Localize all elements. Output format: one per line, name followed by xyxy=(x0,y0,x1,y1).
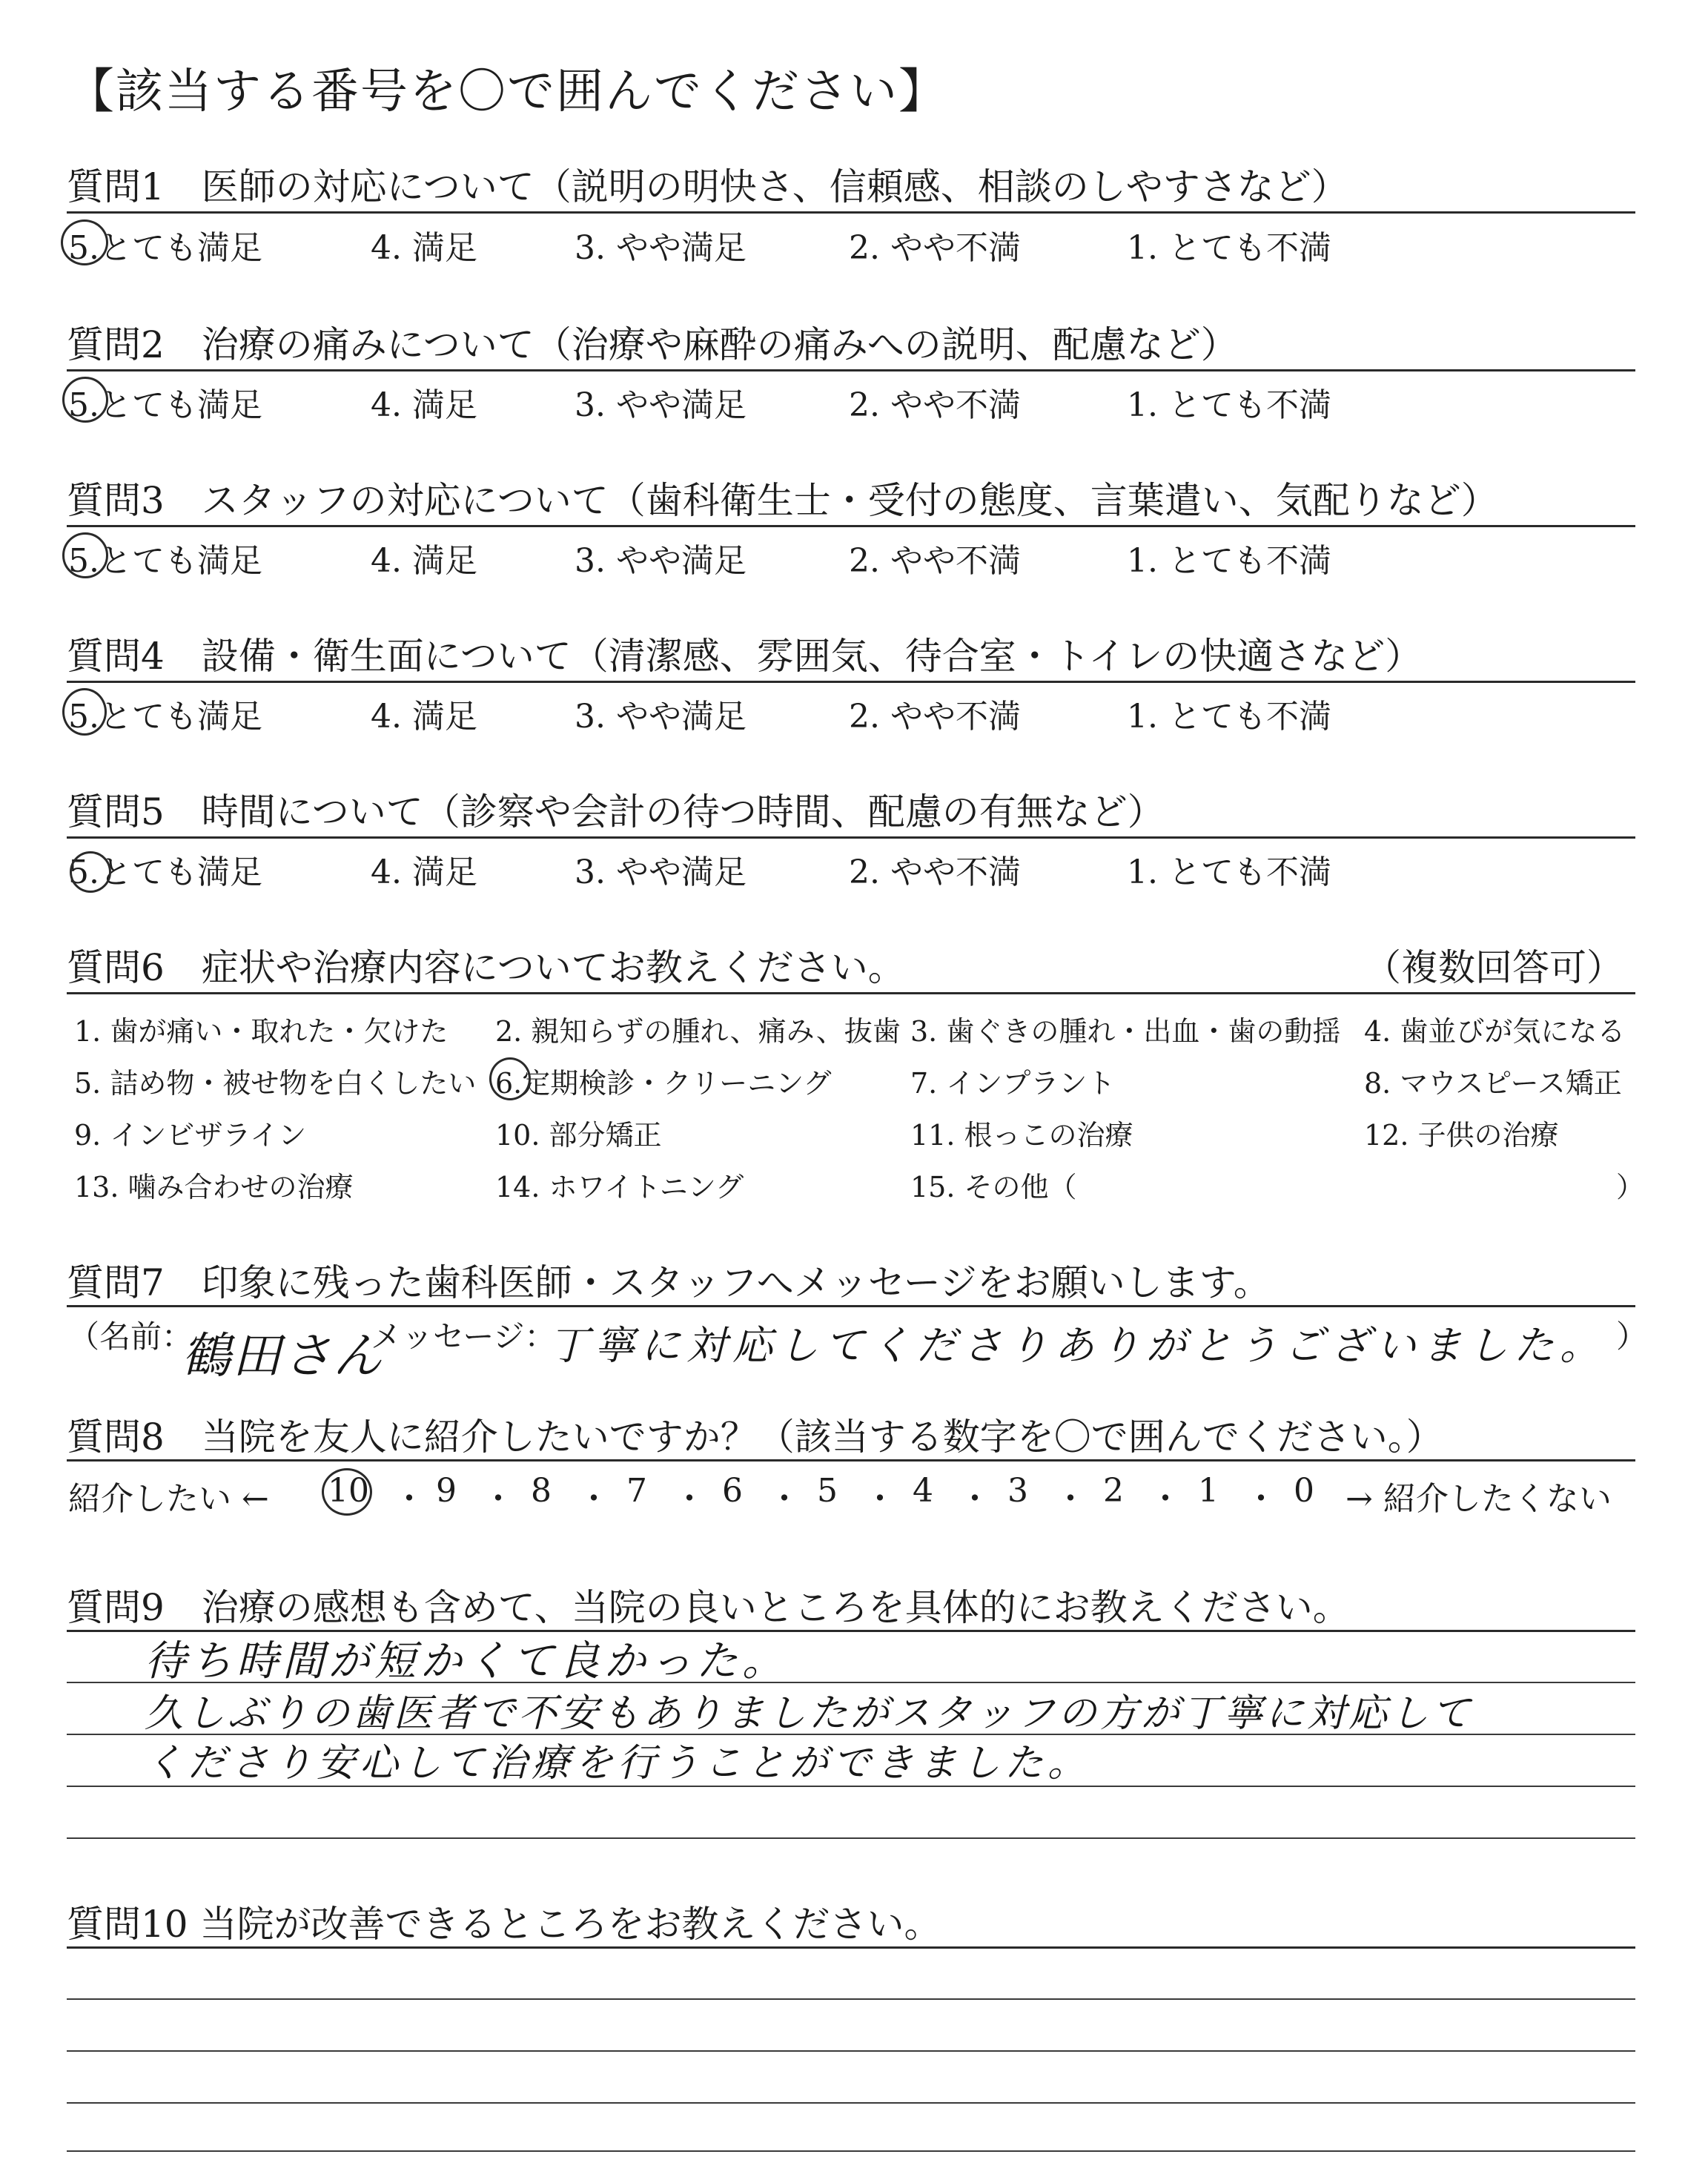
q10-answer-line[interactable] xyxy=(67,2150,1635,2152)
question-9-title: 質問9 治療の感想も含めて、当院の良いところを具体的にお教えください。 xyxy=(67,1586,1350,1629)
q3-option-5[interactable]: 5.とても満足 xyxy=(68,542,262,580)
question-6-note: （複数回答可） xyxy=(1364,946,1623,989)
q10-answer-line[interactable] xyxy=(67,2102,1635,2104)
form-heading: 【該当する番号を〇で囲んでください】 xyxy=(67,65,947,119)
q8-scale-0[interactable]: 0 xyxy=(1294,1472,1314,1510)
q6-option-8[interactable]: 8. マウスピース矯正 xyxy=(1364,1067,1622,1100)
q8-selected-circle xyxy=(322,1468,372,1516)
question-7-title: 質問7 印象に残った歯科医師・スタッフへメッセージをお願いします。 xyxy=(67,1261,1271,1304)
q5-option-3[interactable]: 3. やや満足 xyxy=(575,853,747,891)
q8-dot: ・ xyxy=(864,1480,896,1518)
q6-option-6[interactable]: 6.定期検診・クリーニング xyxy=(495,1067,832,1100)
question-4-title: 質問4 設備・衛生面について（清潔感、雰囲気、待合室・トイレの快適さなど） xyxy=(67,635,1423,678)
q8-dot: ・ xyxy=(1149,1480,1182,1518)
question-3-title: 質問3 スタッフの対応について（歯科衛生士・受付の態度、言葉遣い、気配りなど） xyxy=(67,479,1498,522)
q8-scale-7[interactable]: 7 xyxy=(626,1472,647,1510)
question-3-rule xyxy=(67,525,1635,527)
q4-option-3[interactable]: 3. やや満足 xyxy=(575,698,747,736)
q8-scale-2[interactable]: 2 xyxy=(1103,1472,1124,1510)
q6-selected-circle xyxy=(489,1057,531,1100)
q6-option-1[interactable]: 1. 歯が痛い・取れた・欠けた xyxy=(74,1015,448,1048)
q6-option-14[interactable]: 14. ホワイトニング xyxy=(495,1171,744,1203)
q8-dot: ・ xyxy=(1054,1480,1087,1518)
question-5-rule xyxy=(67,836,1635,839)
q7-close-paren: ） xyxy=(1616,1318,1648,1355)
q8-scale-6[interactable]: 6 xyxy=(722,1472,743,1510)
q5-selected-circle xyxy=(70,851,111,893)
q4-option-1[interactable]: 1. とても不満 xyxy=(1127,698,1331,736)
q7-name-label: （名前： xyxy=(68,1318,193,1355)
question-8-title: 質問8 当院を友人に紹介したいですか？（該当する数字を〇で囲んでください。） xyxy=(67,1416,1443,1459)
q1-selected-circle xyxy=(61,219,108,265)
q3-option-1[interactable]: 1. とても不満 xyxy=(1127,542,1331,580)
q9-answer-line-2[interactable]: 久しぶりの歯医者で不安もありましたがスタッフの方が丁寧に対応して xyxy=(145,1691,1474,1736)
question-1-title: 質問1 医師の対応について（説明の明快さ、信頼感、相談のしやすさなど） xyxy=(67,165,1348,208)
q9-answer-line-3[interactable]: くださり安心して治療を行うことができました。 xyxy=(145,1741,1091,1786)
q6-option-11[interactable]: 11. 根っこの治療 xyxy=(910,1119,1133,1152)
q6-option-4[interactable]: 4. 歯並びが気になる xyxy=(1364,1015,1626,1048)
q4-option-4[interactable]: 4. 満足 xyxy=(371,698,477,736)
q4-option-2[interactable]: 2. やや不満 xyxy=(849,698,1021,736)
question-2-title: 質問2 治療の痛みについて（治療や麻酔の痛みへの説明、配慮など） xyxy=(67,323,1238,366)
q7-message-label: メッセージ： xyxy=(371,1318,556,1355)
q8-dot: ・ xyxy=(959,1480,991,1518)
q8-scale-9[interactable]: 9 xyxy=(436,1472,457,1510)
q5-option-2[interactable]: 2. やや不満 xyxy=(849,853,1021,891)
q6-option-2[interactable]: 2. 親知らずの腫れ、痛み、抜歯 xyxy=(495,1015,901,1048)
q8-dot: ・ xyxy=(768,1480,801,1518)
q8-dot: ・ xyxy=(673,1480,706,1518)
q2-option-2[interactable]: 2. やや不満 xyxy=(849,386,1021,424)
question-4-rule xyxy=(67,681,1635,683)
question-1-rule xyxy=(67,211,1635,214)
q8-scale-10[interactable]: 10 xyxy=(328,1472,369,1510)
q3-option-3[interactable]: 3. やや満足 xyxy=(575,542,747,580)
question-6-rule xyxy=(67,992,1635,994)
q8-scale-4[interactable]: 4 xyxy=(913,1472,933,1510)
q1-option-4[interactable]: 4. 満足 xyxy=(371,229,477,267)
q4-selected-circle xyxy=(62,688,107,736)
q8-scale-8[interactable]: 8 xyxy=(531,1472,552,1510)
q1-option-2[interactable]: 2. やや不満 xyxy=(849,229,1021,267)
question-10-title: 質問10 当院が改善できるところをお教えください。 xyxy=(67,1903,941,1946)
q9-answer-line-1[interactable]: 待ち時間が短かくて良かった。 xyxy=(145,1637,788,1685)
q6-option-9[interactable]: 9. インビザライン xyxy=(74,1119,307,1152)
q8-dot: ・ xyxy=(482,1480,514,1518)
q8-dot: ・ xyxy=(1245,1480,1277,1518)
q2-selected-circle xyxy=(62,377,108,423)
q8-left-label: 紹介したい ← xyxy=(68,1480,269,1518)
q5-option-5[interactable]: 5.とても満足 xyxy=(68,853,262,891)
q8-dot: ・ xyxy=(393,1480,426,1518)
q6-other-close-paren: ） xyxy=(1616,1171,1645,1203)
q6-option-10[interactable]: 10. 部分矯正 xyxy=(495,1119,662,1152)
q3-option-2[interactable]: 2. やや不満 xyxy=(849,542,1021,580)
q6-option-12[interactable]: 12. 子供の治療 xyxy=(1364,1119,1559,1152)
question-5-title: 質問5 時間について（診察や会計の待つ時間、配慮の有無など） xyxy=(67,790,1165,833)
q6-option-5[interactable]: 5. 詰め物・被せ物を白くしたい xyxy=(74,1067,477,1100)
q1-option-3[interactable]: 3. やや満足 xyxy=(575,229,747,267)
q3-option-4[interactable]: 4. 満足 xyxy=(371,542,477,580)
q2-option-1[interactable]: 1. とても不満 xyxy=(1127,386,1331,424)
q2-option-3[interactable]: 3. やや満足 xyxy=(575,386,747,424)
question-2-rule xyxy=(67,369,1635,371)
q7-name-handwritten[interactable]: 鶴田さん xyxy=(182,1327,383,1384)
q9-answer-line xyxy=(67,1837,1635,1839)
q8-scale-3[interactable]: 3 xyxy=(1007,1472,1028,1510)
q6-option-15[interactable]: 15. その他（ xyxy=(910,1171,1077,1203)
q6-option-3[interactable]: 3. 歯ぐきの腫れ・出血・歯の動揺 xyxy=(910,1015,1341,1048)
q1-option-1[interactable]: 1. とても不満 xyxy=(1127,229,1331,267)
question-7-rule xyxy=(67,1305,1635,1307)
question-6-title: 質問6 症状や治療内容についてお教えください。 xyxy=(67,946,905,989)
q3-selected-circle xyxy=(62,532,108,578)
q10-answer-line[interactable] xyxy=(67,2050,1635,2052)
q5-option-4[interactable]: 4. 満足 xyxy=(371,853,477,891)
question-10-rule xyxy=(67,1946,1635,1949)
q4-option-5[interactable]: 5.とても満足 xyxy=(68,698,262,736)
q1-option-5[interactable]: 5.とても満足 xyxy=(68,229,262,267)
q8-scale-5[interactable]: 5 xyxy=(817,1472,838,1510)
q10-answer-line[interactable] xyxy=(67,1998,1635,2000)
q7-message-handwritten[interactable]: 丁寧に対応してくださりありがとうございました。 xyxy=(549,1322,1606,1369)
q8-right-label: → 紹介したくない xyxy=(1345,1480,1612,1518)
question-8-rule xyxy=(67,1459,1635,1462)
q5-option-1[interactable]: 1. とても不満 xyxy=(1127,853,1331,891)
q8-dot: ・ xyxy=(577,1480,610,1518)
q8-scale-1[interactable]: 1 xyxy=(1198,1472,1219,1510)
q6-option-7[interactable]: 7. インプラント xyxy=(910,1067,1116,1100)
q6-option-13[interactable]: 13. 噛み合わせの治療 xyxy=(74,1171,354,1203)
q2-option-5[interactable]: 5.とても満足 xyxy=(68,386,262,424)
q2-option-4[interactable]: 4. 満足 xyxy=(371,386,477,424)
